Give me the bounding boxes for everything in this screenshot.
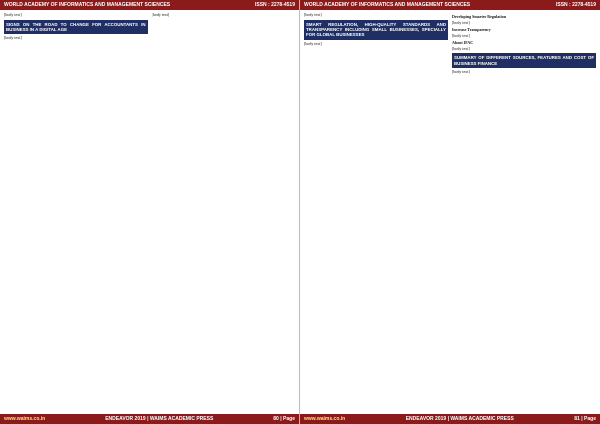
- left-column-1: [4, 13, 148, 411]
- right-footer-journal: ENDEAVOR 2019 | WAIMS ACADEMIC PRESS: [405, 416, 514, 422]
- left-header-journal: WORLD ACADEMY OF INFORMATICS AND MANAGEMENT SCIENCES: [4, 2, 171, 8]
- right-body: [300, 10, 600, 414]
- left-column-2: [152, 13, 296, 411]
- left-article-title: SIGNS ON THE ROAD TO CHANGE FOR ACCOUNTANTS IN BUSINESS IN A DIGITAL AGE: [4, 20, 148, 34]
- right-page: [300, 0, 600, 424]
- body-placeholder: [body text]: [151, 13, 170, 17]
- left-header-issn: ISSN : 2278-4519: [254, 2, 295, 8]
- body-placeholder: [body text]: [4, 35, 22, 41]
- left-header: [0, 0, 299, 10]
- left-page-number: 80 | Page: [273, 416, 295, 422]
- right-article-title: SMART REGULATION, HIGH-QUALITY STANDARDS AND TRANSPARENCY INCLUDING SMALL BUSINESSES, SPECIALLY FOR GLOBAL BUSINESSES: [304, 20, 448, 40]
- body-placeholder: [body text]: [304, 40, 322, 46]
- right-header: [300, 0, 600, 10]
- body-placeholder: [body text]: [452, 45, 470, 51]
- right-footer-url[interactable]: www.waims.co.in: [304, 416, 346, 422]
- left-body: [0, 10, 299, 414]
- right-page-number: 81 | Page: [574, 416, 596, 422]
- subhead-about-ifac: About IFAC: [452, 39, 474, 45]
- body-placeholder: [body text]: [452, 68, 470, 74]
- right-header-issn: ISSN : 2278-4519: [555, 2, 596, 8]
- subhead-transparency: Increase Transparency: [452, 26, 491, 32]
- right-section-title: SUMMARY OF DIFFERENT SOURCES, FEATURES AND COST OF BUSINESS FINANCE: [452, 53, 596, 67]
- left-footer: [0, 414, 299, 424]
- body-placeholder: [body text]: [304, 13, 322, 17]
- right-column-2: [452, 13, 596, 411]
- subhead-smarter-regulation: Developing Smarter Regulation: [452, 14, 506, 19]
- body-placeholder: [body text]: [452, 32, 470, 38]
- right-header-journal: WORLD ACADEMY OF INFORMATICS AND MANAGEMENT SCIENCES: [304, 2, 471, 8]
- right-footer: [300, 414, 600, 424]
- right-column-1: [304, 13, 448, 411]
- body-placeholder: [body text]: [452, 19, 470, 25]
- left-footer-url[interactable]: www.waims.co.in: [4, 416, 46, 422]
- body-placeholder: [body text]: [4, 13, 22, 17]
- left-footer-journal: ENDEAVOR 2019 | WAIMS ACADEMIC PRESS: [105, 416, 214, 422]
